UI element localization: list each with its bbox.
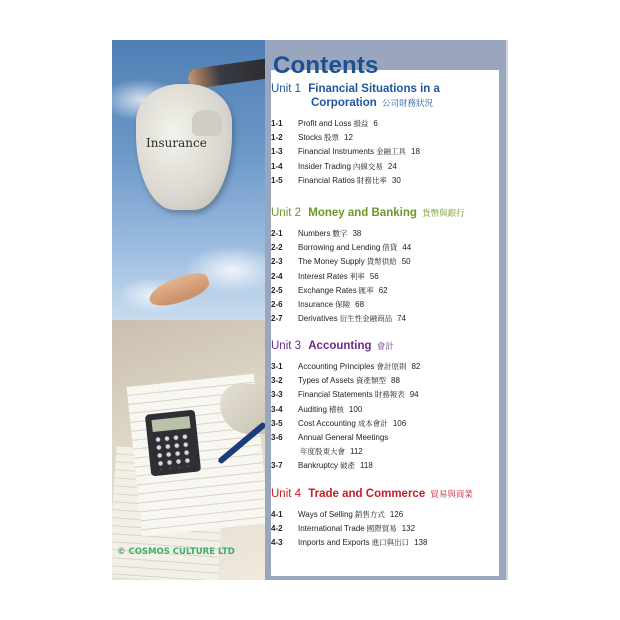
entry-title-zh: 匯率 xyxy=(358,285,374,295)
entry-number: 3-2 xyxy=(271,376,283,386)
entry-title-zh: 年度股東大會 xyxy=(300,447,345,457)
entry-page-number: 106 xyxy=(392,418,407,428)
toc-entry[interactable] xyxy=(271,536,493,550)
entry-page-number: 12 xyxy=(344,133,353,143)
unit-title-zh: 公司財務狀況 xyxy=(382,98,434,108)
entry-number: 1-2 xyxy=(271,133,283,143)
entry-page-number: 88 xyxy=(391,376,400,386)
entry-page-number: 44 xyxy=(402,243,412,253)
unit-label: Unit 1 xyxy=(271,83,302,95)
toc-entry[interactable] xyxy=(271,174,493,188)
entry-title: Types of Assets xyxy=(298,376,355,386)
unit-heading[interactable] xyxy=(271,206,493,220)
entry-title-zh: 內線交易 xyxy=(352,161,383,171)
entry-title: The Money Supply xyxy=(298,257,365,267)
toc-entry[interactable] xyxy=(271,298,493,312)
entry-title-zh: 國際貿易 xyxy=(366,524,397,534)
unit-title: Money and Banking xyxy=(308,207,417,219)
entry-title-zh: 會計原則 xyxy=(376,362,407,371)
unit-title: Accounting xyxy=(308,340,372,352)
unit-label: Unit 2 xyxy=(271,207,302,219)
entry-title-zh: 衍生性金融商品 xyxy=(339,314,393,324)
page-title: Contents xyxy=(273,52,379,79)
entry-number: 2-3 xyxy=(271,257,283,267)
entry-number: 3-4 xyxy=(271,404,283,414)
entry-title: International Trade xyxy=(298,524,365,534)
entry-title-zh: 損益 xyxy=(353,119,369,128)
entry-title-zh: 進口與出口 xyxy=(371,538,410,548)
entry-page-number: 118 xyxy=(360,461,373,471)
bag-label: Insurance xyxy=(146,136,207,150)
toc-entry[interactable] xyxy=(271,388,493,402)
entry-title-zh: 成本會計 xyxy=(357,418,388,428)
toc-entry[interactable] xyxy=(271,117,493,131)
entry-number: 3-1 xyxy=(271,362,283,371)
entry-number: 2-2 xyxy=(271,243,283,253)
sky-photo xyxy=(112,40,265,320)
entry-page-number: 100 xyxy=(348,404,363,414)
toc-entry[interactable] xyxy=(271,270,493,284)
entry-title: Exchange Rates xyxy=(298,285,357,295)
entry-title-zh: 數字 xyxy=(332,229,348,238)
entry-title: Ways of Selling xyxy=(298,510,353,519)
unit-heading[interactable] xyxy=(271,339,493,353)
entry-title: Financial Ratios xyxy=(298,175,355,185)
entry-title-zh: 金融工具 xyxy=(376,147,407,157)
entry-title-zh: 稽核 xyxy=(328,404,344,414)
entry-title-zh: 股票 xyxy=(324,133,340,143)
toc-entry[interactable] xyxy=(271,459,493,473)
entry-page-number: 56 xyxy=(369,271,379,281)
entry-title: Borrowing and Lending xyxy=(298,243,381,253)
unit-title-line2: Corporation xyxy=(311,97,377,109)
toc-entry[interactable] xyxy=(271,522,493,536)
entry-title-zh: 破產 xyxy=(340,461,356,471)
book-page xyxy=(112,40,508,580)
toc-entry[interactable] xyxy=(271,227,493,241)
entry-title-zh: 借貸 xyxy=(382,243,398,253)
unit-1 xyxy=(271,82,493,188)
entry-number: 3-3 xyxy=(271,390,283,400)
copyright-notice: © COSMOS CULTURE LTD xyxy=(117,547,235,557)
entry-title: Annual General Meetings xyxy=(298,432,389,442)
toc-entry[interactable] xyxy=(271,312,493,326)
entry-page-number: 68 xyxy=(355,299,365,309)
entry-title: Financial Statements xyxy=(298,390,373,400)
entry-title-zh: 利率 xyxy=(349,271,365,281)
unit-heading[interactable] xyxy=(271,487,493,501)
entry-page-number: 82 xyxy=(411,362,421,371)
unit-4 xyxy=(271,487,493,551)
entry-page-number: 50 xyxy=(401,257,411,267)
entry-number: 1-1 xyxy=(271,119,283,128)
unit-title-zh: 會計 xyxy=(376,341,394,351)
entry-number: 4-2 xyxy=(271,524,283,534)
toc-entry[interactable] xyxy=(271,131,493,145)
entry-number: 3-7 xyxy=(271,461,283,471)
entry-title-zh: 財務比率 xyxy=(356,175,387,185)
contents-panel xyxy=(265,40,508,580)
unit-heading-line2[interactable] xyxy=(271,96,493,110)
calculator-icon xyxy=(145,410,201,477)
toc-entry[interactable] xyxy=(271,360,493,374)
entry-title: Derivatives xyxy=(298,314,338,324)
entry-title: Profit and Loss xyxy=(298,119,352,128)
entry-page-number: 62 xyxy=(378,285,388,295)
unit-label: Unit 3 xyxy=(271,340,302,352)
entry-page-number: 18 xyxy=(411,147,420,157)
entry-page-number: 30 xyxy=(391,175,401,185)
entry-number: 3-5 xyxy=(271,418,283,428)
entry-title: Stocks xyxy=(298,133,323,143)
entry-number: 2-4 xyxy=(271,271,283,281)
entry-number: 4-3 xyxy=(271,538,283,548)
toc-entry[interactable] xyxy=(271,284,493,298)
unit-3 xyxy=(271,339,493,474)
toc-entry[interactable] xyxy=(271,508,493,522)
entry-title: Interest Rates xyxy=(298,271,348,281)
entry-title-zh: 財務報表 xyxy=(374,390,405,400)
entry-number: 2-5 xyxy=(271,285,283,295)
unit-2 xyxy=(271,206,493,326)
entry-number: 4-1 xyxy=(271,510,283,519)
entry-page-number: 74 xyxy=(397,314,406,324)
entry-page-number: 6 xyxy=(373,119,378,128)
open-hand-image xyxy=(146,268,212,312)
entry-title: Insider Trading xyxy=(298,161,351,171)
entry-number: 2-1 xyxy=(271,229,283,238)
entry-number: 3-6 xyxy=(271,432,283,442)
entry-title: Numbers xyxy=(298,229,331,238)
entry-title: Insurance xyxy=(298,299,334,309)
entry-page-number: 38 xyxy=(352,229,362,238)
entry-number: 2-7 xyxy=(271,314,283,324)
unit-title-zh: 貿易與商業 xyxy=(430,489,473,499)
entry-title: Cost Accounting xyxy=(298,418,356,428)
toc-entry[interactable] xyxy=(271,445,493,459)
toc-entry[interactable] xyxy=(271,255,493,269)
entry-page-number: 126 xyxy=(389,510,404,519)
unit-title: Trade and Commerce xyxy=(308,488,426,500)
entry-page-number: 138 xyxy=(414,538,428,548)
entry-page-number: 94 xyxy=(409,390,419,400)
entry-title-zh: 貨幣供給 xyxy=(366,257,397,267)
toc-entry[interactable] xyxy=(271,160,493,174)
toc-entry[interactable] xyxy=(271,145,493,159)
entry-page-number: 132 xyxy=(401,524,416,534)
unit-label: Unit 4 xyxy=(271,488,302,500)
entry-title: Accounting Principles xyxy=(298,362,375,371)
entry-number: 1-4 xyxy=(271,161,283,171)
entry-title-zh: 資產類型 xyxy=(356,376,387,386)
entry-title: Bankruptcy xyxy=(298,461,339,471)
unit-title: Financial Situations in a xyxy=(308,83,440,95)
toc-entry[interactable] xyxy=(271,403,493,417)
entry-number: 1-5 xyxy=(271,175,283,185)
entry-title: Auditing xyxy=(298,404,327,414)
entry-title-zh: 保險 xyxy=(335,299,351,309)
cover-photo-column xyxy=(112,40,265,580)
toc-entry[interactable] xyxy=(271,374,493,388)
entry-title: Financial Instruments xyxy=(298,147,375,157)
entry-page-number: 112 xyxy=(350,447,363,457)
unit-heading[interactable] xyxy=(271,82,493,96)
page-edge xyxy=(506,40,508,580)
desk-photo xyxy=(112,320,265,580)
toc-entry[interactable] xyxy=(271,417,493,431)
entry-page-number: 24 xyxy=(387,161,397,171)
unit-title-zh: 貨幣與銀行 xyxy=(422,208,465,218)
toc-entry[interactable] xyxy=(271,241,493,255)
entry-number: 2-6 xyxy=(271,299,283,309)
entry-number: 1-3 xyxy=(271,147,283,157)
entry-title-zh: 銷售方式 xyxy=(354,510,385,519)
toc-entry[interactable] xyxy=(271,431,493,445)
entry-title: Imports and Exports xyxy=(298,538,370,548)
